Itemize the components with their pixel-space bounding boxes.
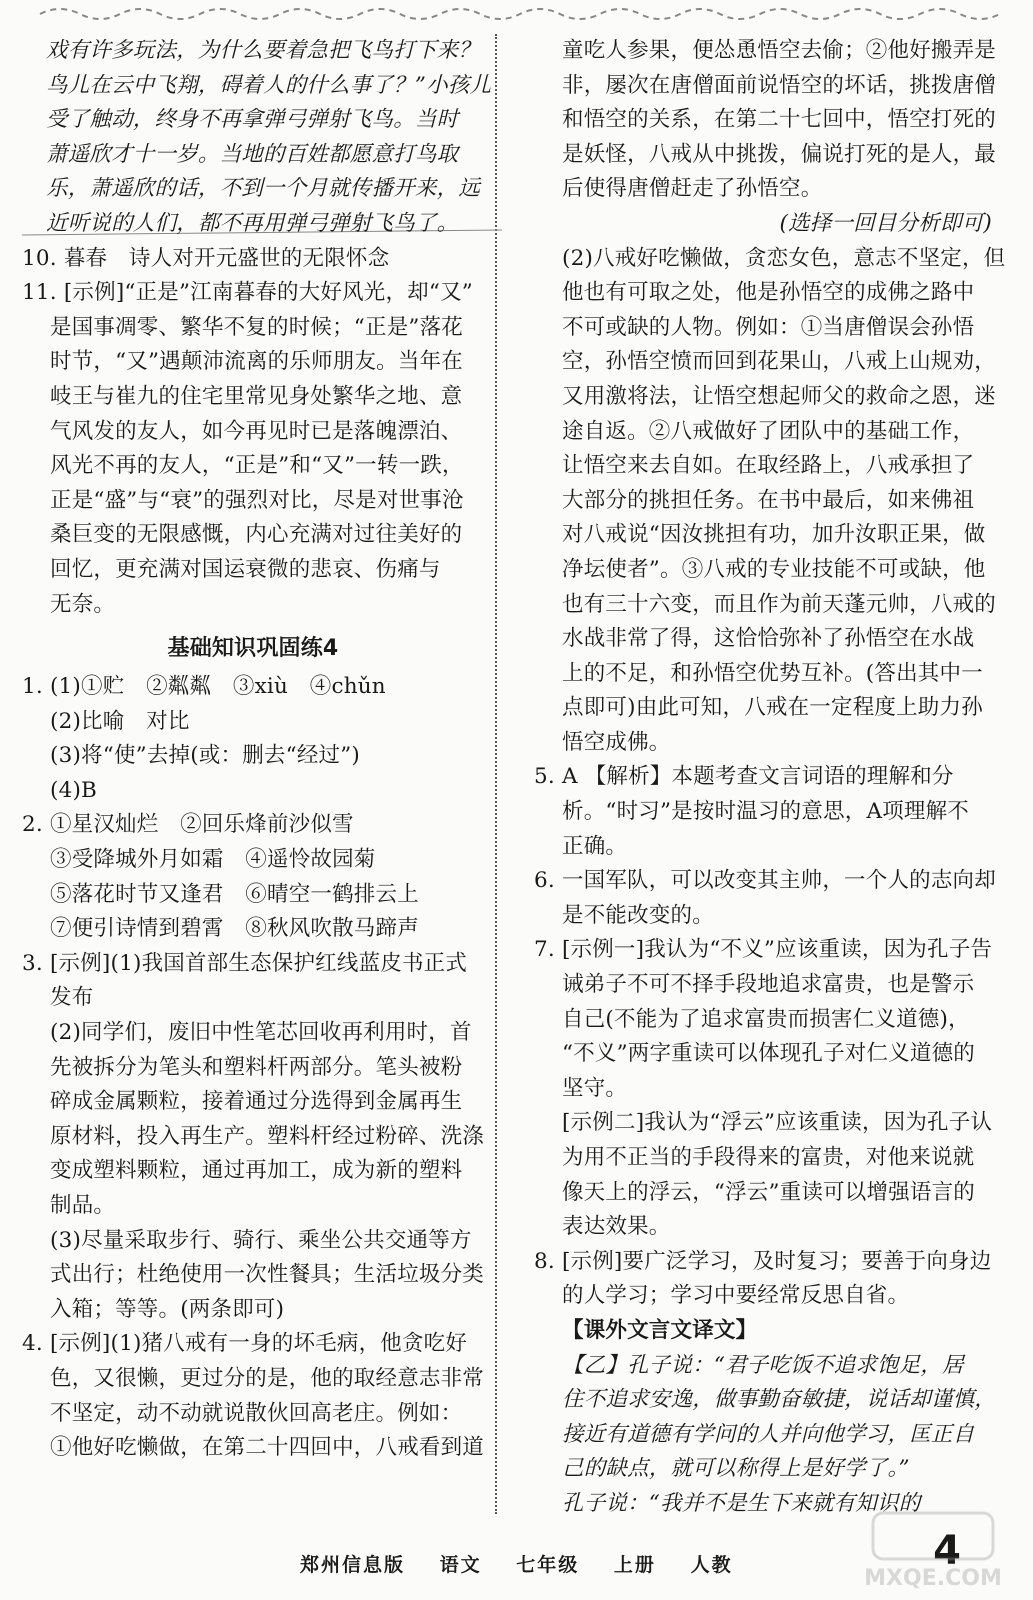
right-text-line: “不义”两字重读可以体现孔子对仁义道德的 [562,1041,975,1067]
left-text-line: 制品。 [50,1193,116,1218]
right-text-line: 己的缺点，就可以称得上是好学了。” [562,1456,910,1482]
footer-subject: 语文 [439,1554,482,1576]
right-text-line: 上的不足，和孙悟空优势互补。(答出其中一 [562,660,983,686]
right-text-line: 童吃人参果，便怂恿悟空去偷；②他好搬弄是 [562,38,997,63]
right-text-line: 诫弟子不可不择手段地追求富贵，也是警示 [562,972,975,998]
right-text-line: 和悟空的关系，在第二十七回中，悟空打死的 [562,107,997,133]
left-text-line: 原材料，投入再生产。塑料杆经过粉碎、洗涤 [50,1123,485,1149]
right-text-line: 住不追求安逸，做事勤奋敏捷，说话却谨慎， [562,1387,997,1413]
right-text-line: 不可或缺的人物。例如：①当唐僧误会孙悟 [562,314,975,340]
left-text-line: 变成塑料颗粒，通过再加工，成为新的塑料 [50,1158,463,1184]
right-column [510,34,1006,1522]
right-text-line: 表达效果。 [562,1214,671,1240]
right-text-line: 是不能改变的。 [562,902,714,928]
left-text-line: (2)比喻 对比 [50,708,190,734]
left-text-line: 3. [示例](1)我国首部生态保护红线蓝皮书正式 [22,950,468,976]
right-text-line: 水战非常了得，这恰恰弥补了孙悟空在水战 [562,626,975,652]
left-text-line: 气风发的友人，如今再见时已是落魄漂泊、 [50,418,463,444]
footer-publisher: 人教 [690,1554,733,1576]
watermark-logo [843,1505,1023,1595]
right-text-line: 接近有道德有学问的人并向他学习，匡正自 [562,1421,975,1447]
left-text-line: 桑巨变的无限感慨，内心充满对过往美好的 [50,522,463,548]
right-text-line: 悟空成佛。 [562,729,671,755]
right-text-line: 非，屡次在唐僧面前说悟空的坏话，挑拨唐僧 [562,72,997,98]
left-text-line: 近听说的人们，都不再用弹弓弹射飞鸟了。 [46,210,459,236]
left-text-line: 基础知识巩固练4 [167,636,339,662]
right-text-line: 后使得唐僧赶走了孙悟空。 [562,176,823,202]
left-text-line: 回忆，更充满对国运衰微的悲哀、伤痛与 [50,556,441,582]
right-text-line: 【乙】孔子说：“君子吃饭不追求饱足，居 [562,1352,964,1378]
right-text-line: 点即可)由此可知，八戒在一定程度上助力孙 [562,695,983,721]
left-text-line: 发布 [50,985,94,1011]
left-text-line: ⑤落花时节又逢君 ⑥晴空一鹤排云上 [50,881,419,907]
left-text-line: (3)将“使”去掉(或：删去“经过”) [50,743,360,769]
watermark-text: MXQE.COM [864,1566,1002,1591]
footer [300,1550,759,1577]
left-text-line: ⑦便引诗情到碧霄 ⑧秋风吹散马蹄声 [50,916,419,942]
right-text-line: 又用激将法，让悟空想起师父的救命之恩，迷 [562,383,997,409]
right-text-line: 为用不正当的手段得来的富贵，对他来说就 [562,1145,975,1170]
right-text-line: 孔子说：“我并不是生下来就有知识的 [562,1490,921,1516]
left-text-line: 色，又很懒，更过分的是，他的取经意志非常 [50,1365,485,1391]
left-text-line: 风光不再的友人，“正是”和“又”一转一跌， [50,453,464,479]
left-text-line: 不坚定，动不动就说散伙回高老庄。例如： [50,1400,463,1426]
right-text-line: 析。“时习”是按时温习的意思，A项理解不 [562,799,970,825]
left-column [22,34,492,1466]
left-text-line: 式出行；杜绝使用一次性餐具；生活垃圾分类 [50,1262,485,1288]
right-text-line: 他也有可取之处，他是孙悟空的成佛之路中 [562,280,975,306]
right-text-line: (2)八戒好吃懒做，贪恋女色，意志不坚定，但 [562,245,1006,271]
right-text-line: 也有三十六变，而且作为前天蓬元帅，八戒的 [562,591,997,617]
right-text-line: 像天上的浮云，“浮云”重读可以增强语言的 [562,1179,975,1205]
left-text-line: 11. [示例]“正是”江南暮春的大好风光，却“又” [22,280,473,306]
right-text-line: (选择一回目分析即可) [779,210,992,236]
left-text-line: 1. (1)①贮 ②粼粼 ③xiù ④chǔn [22,674,386,700]
left-text-line: 岐王与崔九的住宅里常见身处繁华之地、意 [50,383,463,409]
right-text-line: [示例二]我认为“浮云”应该重读，因为孔子认 [562,1110,993,1136]
left-text-line: 乐，萧遥欣的话，不到一个月就传播开来，远 [46,176,481,202]
left-text-line: 4. [示例](1)猪八戒有一身的坏毛病，他贪吃好 [22,1331,468,1357]
footer-edition: 郑州信息版 [300,1554,406,1576]
page-number: 4 [933,1528,961,1574]
left-text-line: 受了触动，终身不再拿弹弓弹射飞鸟。当时 [46,107,459,133]
footer-grade: 七年级 [516,1554,580,1576]
left-text-line: 先被拆分为笔头和塑料杆两部分。笔头被粉 [50,1054,463,1080]
left-text-line: (2)同学们，废旧中性笔芯回收再利用时，首 [50,1020,472,1046]
right-text-line: 自己(不能为了追求富贵而损害仁义道德)， [562,1006,970,1032]
left-text-line: 入箱；等等。(两条即可) [50,1296,285,1322]
left-text-line: 时节，“又”遇颠沛流离的乐师朋友。当年在 [50,349,463,375]
column-divider [495,34,497,1514]
right-text-line: 5. A 【解析】本题考查文言词语的理解和分 [534,764,954,790]
left-text-line: (3)尽量采取步行、骑行、乘坐公共交通等方 [50,1227,472,1253]
left-text-line: 鸟儿在云中飞翔，碍着人的什么事了？”小孩儿 [46,72,492,98]
left-text-line: ①他好吃懒做，在第二十四回中，八戒看到道 [50,1435,485,1461]
left-text-line: 正是“盛”与“衰”的强烈对比，尽是对世事沧 [50,487,464,513]
left-text-line: 2. ①星汉灿烂 ②回乐烽前沙似雪 [22,812,354,838]
left-text-line: 是国事凋零、繁华不复的时候；“正是”落花 [50,314,463,340]
left-text-line: 碎成金属颗粒，接着通过分选得到金属再生 [50,1089,463,1115]
left-text-line: 无奈。 [50,591,116,617]
right-text-line: 正确。 [562,833,628,859]
right-text-line: 净坛使者”。③八戒的专业技能不可或缺，他 [562,556,986,582]
footer-term: 上册 [613,1554,656,1576]
right-text-line: 6. 一国军队，可以改变其主帅，一个人的志向却 [534,868,996,894]
right-text-line: 途自返。②八戒做好了团队中的基础工作， [562,418,975,444]
right-text-line: 7. [示例一]我认为“不义”应该重读，因为孔子告 [534,937,993,963]
right-text-line: 8. [示例]要广泛学习，及时复习；要善于向身边 [534,1248,992,1274]
left-text-line: 10. 暮春 诗人对开元盛世的无限怀念 [22,245,390,271]
left-text-line: 萧遥欣才十一岁。当地的百姓都愿意打鸟取 [46,141,459,167]
right-text-line: 空，孙悟空愤而回到花果山，八戒上山规劝， [562,349,997,375]
right-text-line: 让悟空来去自如。在取经路上，八戒承担了 [562,453,975,479]
left-text-line: 戏有许多玩法，为什么要着急把飞鸟打下来？ [46,38,481,63]
right-text-line: 的人学习；学习中要经常反思自省。 [562,1283,910,1309]
right-text-line: 坚守。 [562,1075,628,1101]
right-text-line: 【课外文言文译文】 [562,1317,758,1343]
top-decoration [0,0,1033,30]
right-text-line: 是妖怪，八戒从中挑拨，偏说打死的是人，最 [562,141,997,167]
right-text-line: 大部分的挑担任务。在书中最后，如来佛祖 [562,487,975,513]
right-text-line: 对八戒说“因汝挑担有功，加升汝职正果，做 [562,522,986,548]
left-text-line: ③受降城外月如霜 ④遥怜故园菊 [50,847,376,873]
left-text-line: (4)B [50,777,98,803]
